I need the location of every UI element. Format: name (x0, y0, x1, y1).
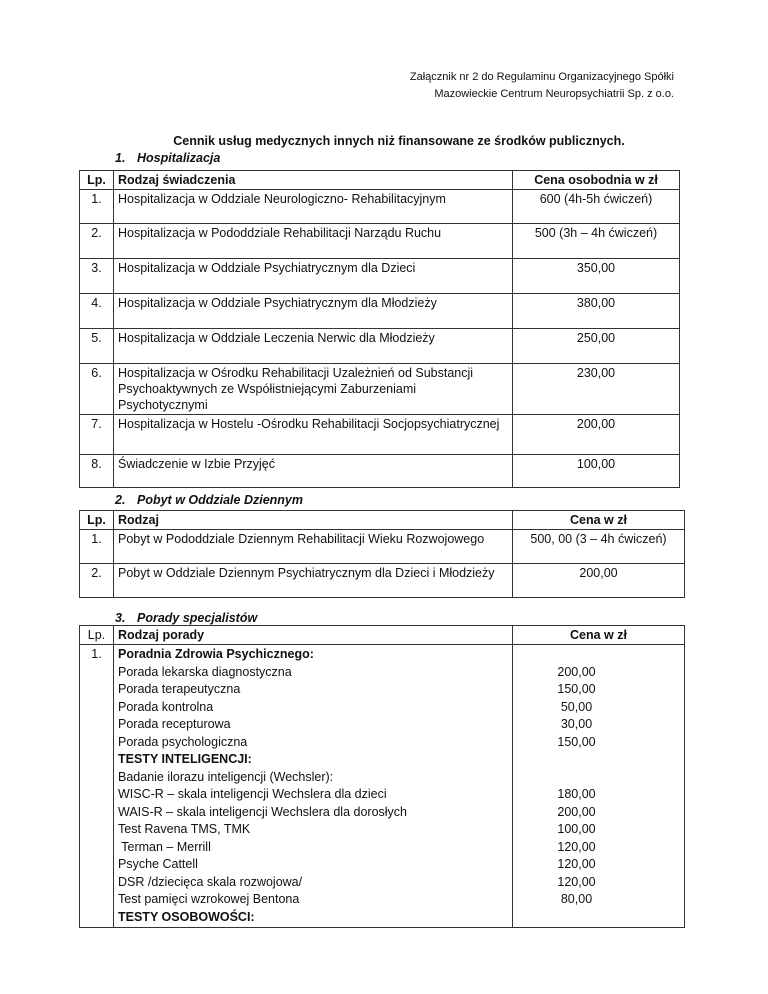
table-row (80, 224, 680, 259)
table-row (80, 564, 685, 598)
section-number: 1. (115, 151, 126, 165)
row-price: 250,00 (513, 329, 680, 364)
row-name: Hospitalizacja w Oddziale Leczenia Nerwic dla Młodzieży (114, 329, 513, 364)
header-lp: Lp. (80, 511, 114, 530)
attachment-header (410, 69, 674, 103)
row-price: 380,00 (513, 294, 680, 329)
item-name: Poradnia Zdrowia Psychicznego: (118, 647, 314, 661)
section-title: Pobyt w Oddziale Dziennym (137, 493, 303, 507)
section-3-heading (115, 611, 257, 625)
table-header-row (80, 626, 685, 645)
item-name: Terman – Merrill (118, 839, 211, 854)
row-lp: 5. (80, 329, 114, 364)
item-price: 120,00 (557, 857, 596, 871)
row-price: 200,00 (513, 564, 685, 598)
header-line-2: Mazowieckie Centrum Neuropsychiatrii Sp. z o.o. (434, 88, 674, 100)
row-price: 230,00 (513, 364, 680, 415)
item-name: WAIS-R – skala inteligencji Wechslera dla dorosłych (118, 804, 408, 819)
item-price: 100,00 (557, 822, 596, 836)
row-lp: 8. (80, 455, 114, 488)
item-price: 30,00 (560, 717, 593, 731)
item-name: TESTY INTELIGENCJI: (118, 752, 252, 766)
section-title: Hospitalizacja (137, 151, 221, 165)
table-row (80, 645, 685, 928)
item-name: WISC-R – skala inteligencji Wechslera dla dzieci (118, 787, 387, 801)
row-lp: 1. (80, 645, 114, 928)
row-name: Hospitalizacja w Pododdziale Rehabilitacji Narządu Ruchu (114, 224, 513, 259)
header-name: Rodzaj świadczenia (114, 171, 513, 190)
table-row (80, 364, 680, 415)
row-name: Hospitalizacja w Oddziale Psychiatrycznym dla Młodzieży (114, 294, 513, 329)
item-price: 80,00 (560, 892, 593, 906)
item-name: DSR /dziecięca skala rozwojowa/ (118, 874, 303, 889)
table-row (80, 329, 680, 364)
row-lp: 7. (80, 415, 114, 455)
item-price: 150,00 (557, 682, 596, 696)
item-price (517, 646, 636, 664)
row-name: Hospitalizacja w Ośrodku Rehabilitacji Uzależnień od Substancji Psychoaktywnych ze Współistniejącymi Zaburzeniami Psychotycznymi (114, 364, 513, 415)
item-name: TESTY OSOBOWOŚCI: (118, 909, 255, 924)
item-price: 200,00 (557, 804, 596, 819)
specialist-advice-table (79, 625, 685, 928)
section-number: 2. (115, 493, 126, 507)
table-row (80, 455, 680, 488)
row-name: Pobyt w Oddziale Dziennym Psychiatrycznym dla Dzieci i Młodzieży (114, 564, 513, 598)
item-price: 50,00 (560, 699, 593, 714)
header-price: Cena osobodnia w zł (513, 171, 680, 190)
row-name: Hospitalizacja w Oddziale Neurologiczno- Rehabilitacyjnym (114, 190, 513, 224)
item-price (517, 751, 636, 769)
row-prices (513, 645, 685, 928)
table-row (80, 415, 680, 455)
header-price: Cena w zł (513, 626, 685, 645)
table-row (80, 530, 685, 564)
table-row (80, 259, 680, 294)
item-name: Test pamięci wzrokowej Bentona (118, 892, 300, 906)
item-price: 180,00 (557, 787, 596, 801)
item-name: Porada kontrolna (118, 699, 214, 714)
item-name: Psyche Cattell (118, 857, 198, 871)
section-title: Porady specjalistów (137, 611, 258, 625)
header-lp: Lp. (80, 626, 114, 645)
row-lp: 2. (80, 564, 114, 598)
header-name: Rodzaj porady (114, 626, 513, 645)
section-2-heading (115, 493, 303, 507)
item-name: Badanie ilorazu inteligencji (Wechsler): (118, 769, 334, 784)
item-name: Porada psychologiczna (118, 734, 248, 749)
item-price (517, 769, 636, 787)
item-price (517, 909, 636, 927)
item-price: 150,00 (557, 734, 596, 749)
table-header-row (80, 511, 685, 530)
row-lp: 2. (80, 224, 114, 259)
day-ward-table (79, 510, 685, 598)
row-items (114, 645, 513, 928)
header-price: Cena w zł (513, 511, 685, 530)
row-lp: 1. (80, 530, 114, 564)
table-header-row (80, 171, 680, 190)
item-price: 120,00 (557, 874, 596, 889)
row-price: 100,00 (513, 455, 680, 488)
section-number: 3. (115, 611, 126, 625)
row-name: Hospitalizacja w Oddziale Psychiatrycznym dla Dzieci (114, 259, 513, 294)
row-name: Świadczenie w Izbie Przyjęć (114, 455, 513, 488)
row-price: 200,00 (513, 415, 680, 455)
hospitalization-table (79, 170, 680, 488)
row-name: Hospitalizacja w Hostelu -Ośrodku Rehabilitacji Socjopsychiatrycznej (114, 415, 513, 455)
row-lp: 1. (80, 190, 114, 224)
item-name: Porada recepturowa (118, 717, 231, 731)
item-name: Porada terapeutyczna (118, 682, 241, 696)
row-price: 500 (3h – 4h ćwiczeń) (513, 224, 680, 259)
table-row (80, 190, 680, 224)
header-line-1: Załącznik nr 2 do Regulaminu Organizacyjnego Spółki (409, 71, 674, 83)
item-price: 200,00 (557, 664, 596, 679)
table-row (80, 294, 680, 329)
item-name: Test Ravena TMS, TMK (118, 822, 251, 836)
item-price: 120,00 (557, 839, 596, 854)
row-price: 350,00 (513, 259, 680, 294)
row-lp: 6. (80, 364, 114, 415)
header-lp: Lp. (80, 171, 114, 190)
section-1-heading (115, 151, 220, 165)
row-name: Pobyt w Pododdziale Dziennym Rehabilitacji Wieku Rozwojowego (114, 530, 513, 564)
row-price: 500, 00 (3 – 4h ćwiczeń) (513, 530, 685, 564)
item-name: Porada lekarska diagnostyczna (118, 664, 292, 679)
header-name: Rodzaj (114, 511, 513, 530)
row-lp: 3. (80, 259, 114, 294)
document-title: Cennik usług medycznych innych niż finansowane ze środków publicznych. (173, 134, 625, 148)
row-lp: 4. (80, 294, 114, 329)
row-price: 600 (4h-5h ćwiczeń) (513, 190, 680, 224)
